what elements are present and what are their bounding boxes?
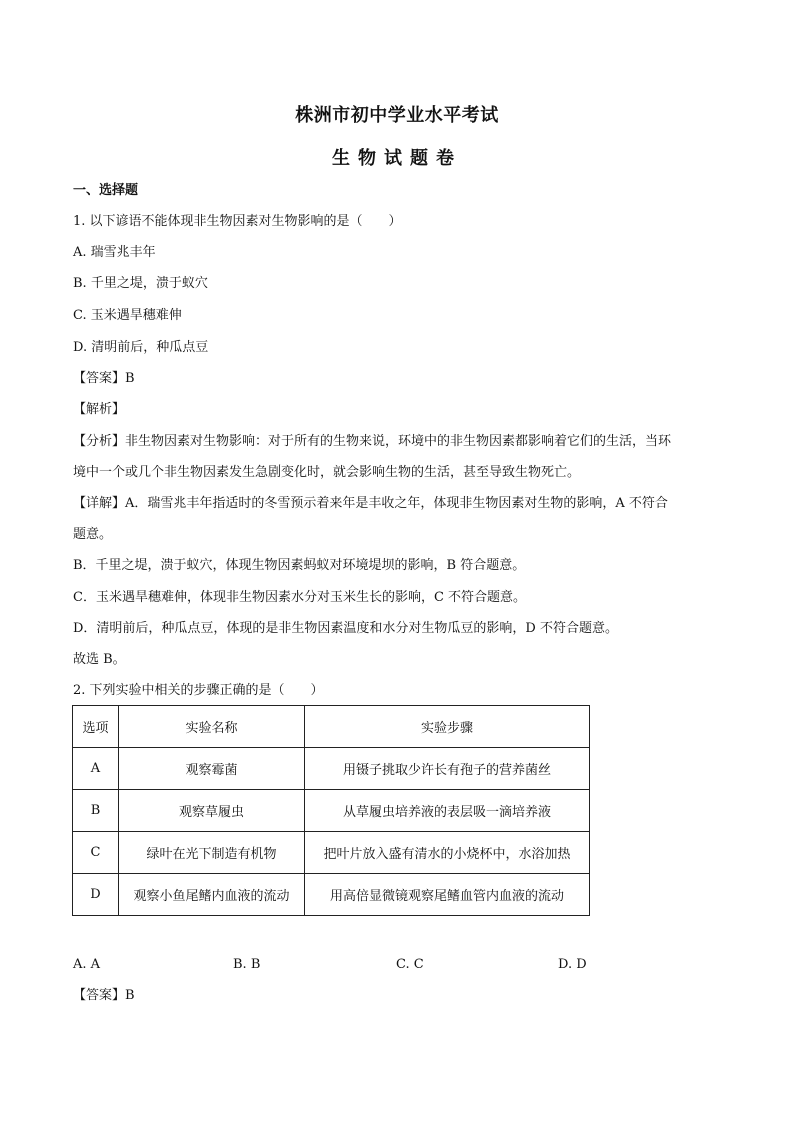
table-header-cell: 实验步骤 [305, 706, 590, 748]
table-cell: 用高倍显微镜观察尾鳍血管内血液的流动 [305, 874, 590, 916]
question-1-stem: 1. 以下谚语不能体现非生物因素对生物影响的是（ ） [73, 214, 402, 229]
question-2-stem: 2. 下列实验中相关的步骤正确的是（ ） [73, 683, 324, 698]
question-2-answer [73, 986, 135, 1006]
question-1-option-b: B. 千里之堤，溃于蚁穴 [73, 276, 208, 291]
answer-value: B [125, 371, 135, 386]
table-cell: C [73, 832, 119, 874]
table-row [73, 748, 590, 790]
question-2-option-d: D. D [558, 957, 587, 972]
table-cell: 从草履虫培养液的表层吸一滴培养液 [305, 790, 590, 832]
answer-tag: 【答案】 [73, 988, 126, 1003]
question-1-detail-line-2: 题意。 [73, 527, 113, 542]
answer-tag: 【答案】 [73, 371, 126, 386]
question-1-detail-c: C．玉米遇旱穗难伸，体现非生物因素水分对玉米生长的影响，C 不符合题意。 [73, 590, 527, 605]
question-1-option-a: A. 瑞雪兆丰年 [73, 245, 156, 260]
question-1-detail-b: B．千里之堤，溃于蚁穴，体现生物因素蚂蚁对环境堤坝的影响，B 符合题意。 [73, 558, 526, 573]
fenxi-tag: 【分析】 [73, 434, 126, 449]
section-heading: 一、选择题 [73, 183, 139, 198]
table-header-cell: 选项 [73, 706, 119, 748]
table-cell: B [73, 790, 119, 832]
xiangjie-tag: 【详解】 [73, 496, 126, 511]
question-1-analysis-line-2: 境中一个或几个非生物因素发生急剧变化时，就会影响生物的生活，甚至导致生物死亡。 [73, 465, 581, 480]
question-1-analysis-line-1: 【分析】非生物因素对生物影响：对于所有的生物来说，环境中的非生物因素都影响着它们的生活，当环 [73, 434, 672, 449]
table-cell: 绿叶在光下制造有机物 [119, 832, 305, 874]
table-row [73, 874, 590, 916]
question-1-analysis-tag: 【解析】 [73, 402, 126, 417]
table-cell: A [73, 748, 119, 790]
table-header-cell: 实验名称 [119, 706, 305, 748]
table-cell: 观察小鱼尾鳍内血液的流动 [119, 874, 305, 916]
question-2-option-c: C. C [396, 957, 424, 972]
question-1-conclusion: 故选 B。 [73, 652, 126, 667]
question-2-option-a: A. A [73, 957, 101, 972]
answer-value: B [125, 988, 135, 1003]
table-cell: 用镊子挑取少许长有孢子的营养菌丝 [305, 748, 590, 790]
table-row [73, 832, 590, 874]
question-1-option-c: C. 玉米遇旱穗难伸 [73, 308, 182, 323]
table-cell: D [73, 874, 119, 916]
question-1-answer [73, 369, 135, 389]
exam-subtitle: 生物试题卷 [332, 148, 462, 169]
table-cell: 观察霉菌 [119, 748, 305, 790]
table-row [73, 790, 590, 832]
question-2-option-b: B. B [233, 957, 261, 972]
table-header-row [73, 706, 590, 748]
question-1-detail-line-1: 【详解】A．瑞雪兆丰年指适时的冬雪预示着来年是丰收之年，体现非生物因素对生物的影响，A 不符合 [73, 496, 668, 511]
question-1-detail-d: D．清明前后，种瓜点豆，体现的是非生物因素温度和水分对生物瓜豆的影响，D 不符合题意。 [73, 621, 618, 636]
table-cell: 观察草履虫 [119, 790, 305, 832]
exam-title: 株洲市初中学业水平考试 [295, 105, 499, 126]
experiment-table [72, 705, 590, 916]
question-1-option-d: D. 清明前后，种瓜点豆 [73, 340, 209, 355]
table-cell: 把叶片放入盛有清水的小烧杯中，水浴加热 [305, 832, 590, 874]
